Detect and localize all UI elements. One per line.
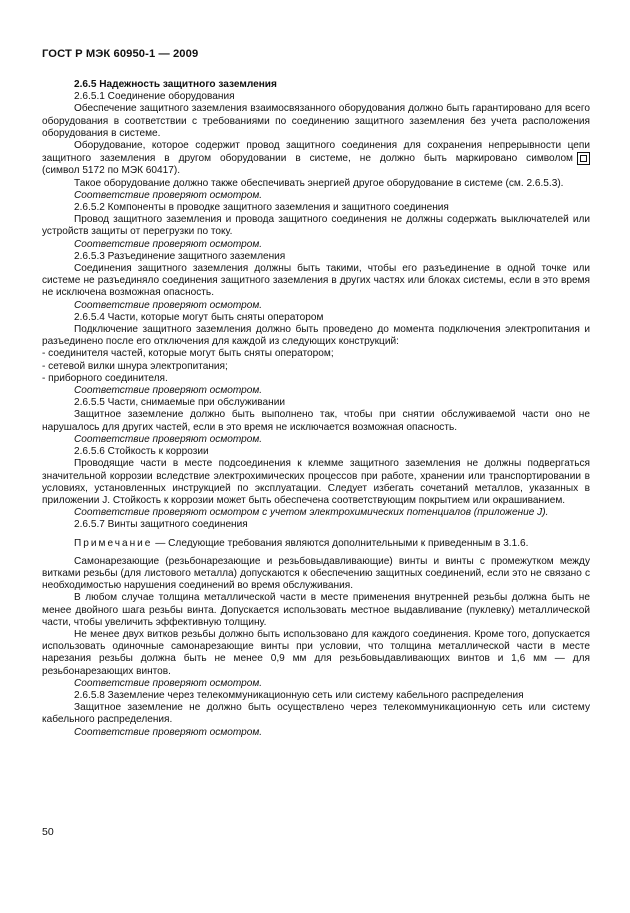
section-2-6-5-5-title: 2.6.5.5 Части, снимаемые при обслуживании: [74, 397, 285, 409]
section-2-6-5-3-title: 2.6.5.3 Разъединение защитного заземления: [74, 250, 286, 262]
document-body: [42, 79, 590, 739]
section-2-6-5-4-title: 2.6.5.4 Части, которые могут быть сняты оператором: [74, 311, 324, 323]
paragraph: В любом случае толщина металлической части в месте применения внутренней резьбы должна быть не менее двойного шага резьбы винта. Допускается использовать местное выдавливание (пуклевку) металлической части, чтобы увеличить эффективную толщину.: [42, 592, 590, 628]
paragraph: Такое оборудование должно также обеспечивать энергией другое оборудование в системе (см. 2.6.5.3).: [74, 177, 564, 189]
section-2-6-5-8-title: 2.6.5.8 Заземление через телекоммуникационную сеть или систему кабельного распределения: [74, 689, 524, 701]
paragraph: Провод защитного заземления и провода защитного соединения не должны содержать выключателей или устройств защиты от перегрузки по току.: [42, 214, 590, 238]
protective-earth-symbol-icon: [577, 152, 590, 165]
compliance-note: Соответствие проверяют осмотром.: [74, 677, 263, 689]
paragraph-symbol: [42, 140, 590, 165]
paragraph: (символ 5172 по МЭК 60417).: [42, 165, 181, 177]
compliance-note: Соответствие проверяют осмотром.: [74, 238, 263, 250]
section-2-6-5-1-title: 2.6.5.1 Соединение оборудования: [74, 91, 235, 103]
compliance-note: Соответствие проверяют осмотром.: [74, 726, 263, 738]
compliance-note: Соответствие проверяют осмотром.: [74, 299, 263, 311]
list-item: - сетевой вилки шнура электропитания;: [42, 360, 228, 372]
compliance-note: Соответствие проверяют осмотром с учетом электрохимических потенциалов (приложение J).: [74, 507, 549, 519]
paragraph-text: Оборудование, которое содержит провод защитного соединения для сохранения непрерывности цепи защитного заземления в другом оборудовании в системе, не должно быть маркировано символом: [42, 140, 590, 165]
section-2-6-5-2-title: 2.6.5.2 Компоненты в проводке защитного заземления и защитного соединения: [74, 202, 449, 214]
note: [42, 538, 590, 550]
section-2-6-5-7-title: 2.6.5.7 Винты защитного соединения: [74, 519, 248, 531]
paragraph: Защитное заземление не должно быть осуществлено через телекоммуникационную сеть или систему кабельного распределения.: [42, 702, 590, 726]
compliance-note: Соответствие проверяют осмотром.: [74, 189, 263, 201]
list-item: - приборного соединителя.: [42, 372, 168, 384]
list-item: - соединителя частей, которые могут быть сняты оператором;: [42, 348, 334, 360]
section-2-6-5-title: 2.6.5 Надежность защитного заземления: [74, 79, 277, 90]
paragraph: Не менее двух витков резьбы должно быть использовано для каждого соединения. Кроме того, допускается использовать одиночные самонарезающие винты при условии, что толщина металлической части в месте нарезания резьбы должна быть не менее 0,9 мм для резьбовыдавливающих винтов и 1,6 мм — для резьбонарезающих винтов.: [42, 628, 590, 677]
compliance-note: Соответствие проверяют осмотром.: [74, 433, 263, 445]
section-2-6-5-6-title: 2.6.5.6 Стойкость к коррозии: [74, 446, 209, 458]
compliance-note: Соответствие проверяют осмотром.: [74, 385, 263, 397]
paragraph: Защитное заземление должно быть выполнено так, чтобы при снятии обслуживаемой части оно не нарушалось для других частей, если в это время не исключается возможная опасность.: [42, 409, 590, 433]
document-header: ГОСТ Р МЭК 60950-1 — 2009: [42, 48, 199, 60]
paragraph: Подключение защитного заземления должно быть проведено до момента подключения электропитания и разъединено после его отключения для каждой из следующих конструкций:: [42, 324, 590, 348]
note-text: — Следующие требования являются дополнительными к приведенным в 3.1.6.: [152, 537, 529, 549]
page-number: 50: [42, 826, 54, 838]
note-label: Примечание: [74, 537, 153, 549]
paragraph: Обеспечение защитного заземления взаимосвязанного оборудования должно быть гарантировано для всего оборудования в соответствии с требованиями по соединению защитного заземления без учета расположения оборудования в системе.: [42, 103, 590, 139]
paragraph: Проводящие части в месте подсоединения к клемме защитного заземления не должны подвергаться значительной коррозии вследствие электрохимических процессов при работе, хранении или транспортировании в условиях, установленных инструкцией по эксплуатации. Следует избегать сочетаний металлов, указанных в приложении J. Стойкость к коррозии может быть обеспечена соответствующим покрытием или окрашиванием.: [42, 458, 590, 506]
paragraph: Самонарезающие (резьбонарезающие и резьбовыдавливающие) винты и винты с промежутком между витками резьбы (для листового металла) допускаются к обеспечению защитных соединений, если это не связано с необходимостью нарушения соединений во время обслуживания.: [42, 555, 590, 592]
paragraph: Соединения защитного заземления должны быть такими, чтобы его разъединение в одной точке или системе не разъединяло соединения защитного заземления в других частях или блоках системы, если в это время не исключена возможная опасность.: [42, 263, 590, 299]
